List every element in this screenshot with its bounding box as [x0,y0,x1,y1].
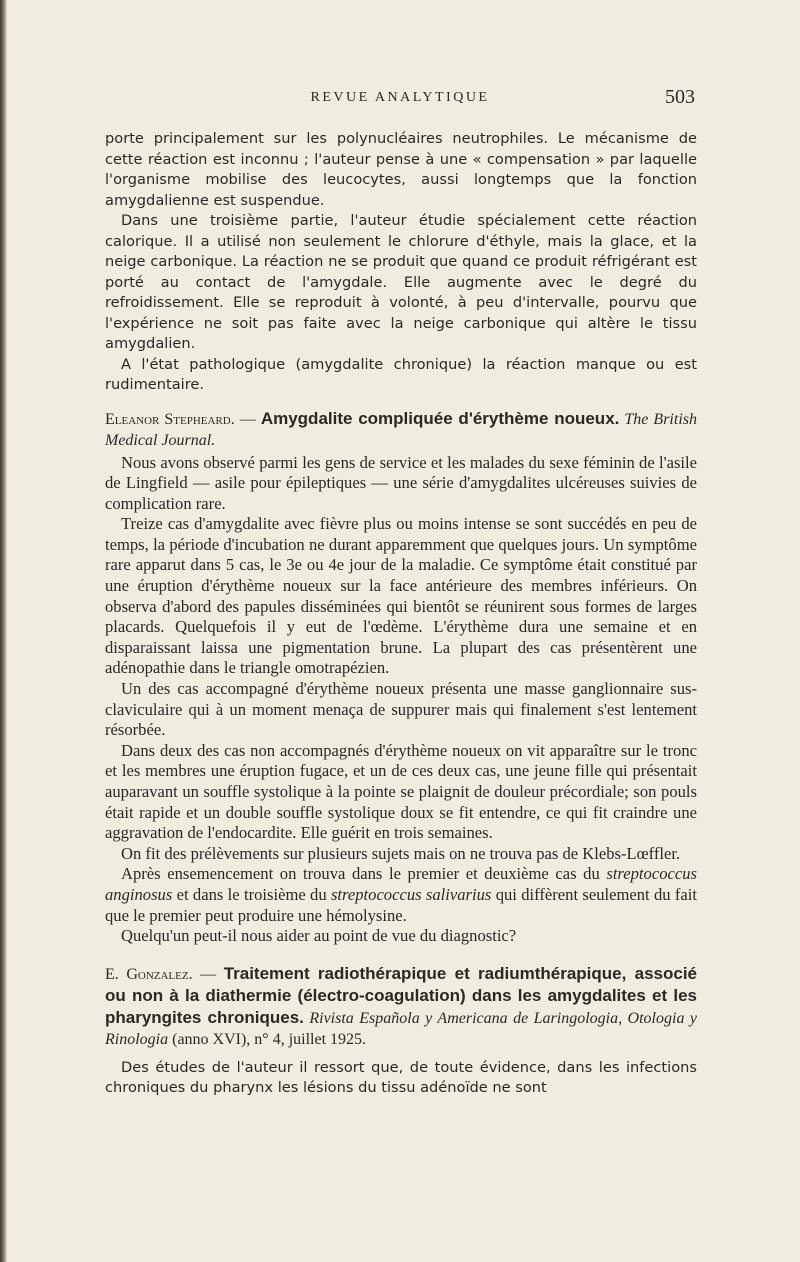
species-name: streptococcus salivarius [330,884,492,904]
page-number: 503 [665,86,695,108]
paragraph: porte principalement sur les polynucléaires neutrophiles. Le mécanisme de cette réaction est inconnu ; l'auteur pense à une « compensation » par laquelle l'organisme mobilise des leucocytes, aussi longtemps que la fonction amygdalienne est suspendue. [105,130,697,209]
reference-title: Amygdalite compliquée d'érythème noueux. [260,408,620,428]
reference-author: Eleanor Stepheard. [105,410,235,428]
paragraph: Nous avons observé parmi les gens de service et les malades du sexe féminin de l'asile de Lingfield — asile pour épileptiques — une série d'amygdalites ulcéreuses suivies de complication rare. [105,452,697,513]
reference-title: Traitement radiothérapique et radiumthérapique, associé ou non à la diathermie (électro-coagulation) dans les amygdalites et les pharyngites chroniques. [105,963,697,1027]
text-run: Après ensemencement on trouva dans le premier et deuxième cas du [121,864,607,884]
reference-source: Rivista Española y Americana de Laringologia, Otologia y Rinologia [105,1009,698,1048]
paragraph: Un des cas accompagné d'érythème noueux présenta une masse ganglionnaire sus-claviculaire qui à un moment menaça de suppurer mais qui finalement s'est lentement résorbée. [105,679,697,740]
paragraph: Quelqu'un peut-il nous aider au point de vue du diagnostic? [121,926,517,946]
running-head: REVUE ANALYTIQUE [310,90,490,105]
page-edge [0,0,7,1262]
reference-source: The British Medical Journal. [105,410,697,449]
paragraph: A l'état pathologique (amygdalite chronique) la réaction manque ou est rudimentaire. [105,355,697,393]
paragraph: Dans deux des cas non accompagnés d'érythème noueux on vit apparaître sur le tronc et les membres une éruption fugace, et un de ces deux cas, une jeune fille qui présentait auparavant un souffle systolique à la pointe se plaignit de douleur précordiale; son pouls était rapide et un double souffle systolique doux se fit entendre, ce qui fit craindre une aggravation de l'endocardite. Elle guérit en trois semaines. [105,740,697,843]
article-body [105,129,697,1099]
paragraph: Des études de l'auteur il ressort que, de toute évidence, dans les infections chroniques du pharynx les lésions du tissu adénoïde ne sont [105,1058,697,1097]
reference-dash: — [234,410,261,428]
text-run: qui diffèrent seulement du fait que le premier peut produire une hémolysine. [105,884,698,925]
reference-detail: (anno XVI), n° 4, juillet 1925. [172,1030,367,1048]
paragraph: Dans une troisième partie, l'auteur étudie spécialement cette réaction calorique. Il a utilisé non seulement le chlorure d'éthyle, mais la glace, et la neige carbonique. La réaction ne se produit que quand ce produit réfrigérant est porté au contact de l'amygdale. Elle augmente avec le degré du refroidissement. Elle se reproduit à volonté, à peu d'intervalle, pourvu que l'expérience ne soit pas faite avec la neige carbonique qui altère le tissu amygdalien. [105,212,697,352]
paragraph: Treize cas d'amygdalite avec fièvre plus ou moins intense se sont succédés en peu de temps, la période d'incubation ne durant apparemment que quelques jours. Un symptôme rare apparut dans 5 cas, le 3e ou 4e jour de la maladie. Ce symptôme était constitué par une éruption d'érythème noueux sur la face antérieure des membres inférieurs. On observa d'abord des papules disséminées qui bientôt se réunirent sous formes de larges placards. Quelquefois il y eut de l'œdème. L'érythème dura une semaine et en disparaissant laissa une pigmentation brune. La plupart des cas présentèrent une adénopathie dans le triangle omotrapézien. [105,514,697,678]
page-header [105,86,695,112]
paragraph [105,864,697,926]
reference-heading [105,408,697,451]
reference-heading [105,963,697,1050]
text-run: et dans le troisième du [172,884,331,904]
paragraph: On fit des prélèvements sur plusieurs sujets mais on ne trouva pas de Klebs-Lœffler. [121,843,681,863]
reference-dash: — [192,965,224,983]
reference-author: E. Gonzalez. [105,965,193,983]
species-name: streptococcus anginosus [105,864,697,904]
